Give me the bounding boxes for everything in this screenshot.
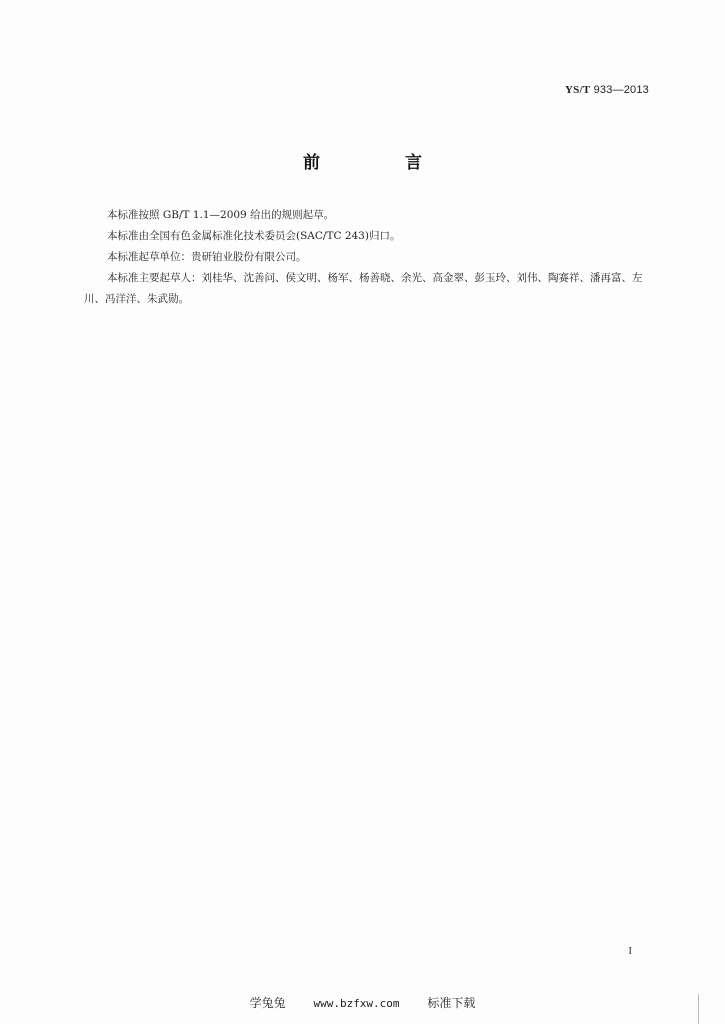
page-title: 前 言 [303, 153, 456, 173]
paragraph-drafters: 本标准主要起草人：刘桂华、沈善问、侯文明、杨军、杨善晓、余光、高金翠、彭玉玲、刘伟、陶赛祥、潘再富、左川、冯洋洋、朱武勋。 [84, 272, 643, 305]
paragraph-drafting-rules: 本标准按照 GB/T 1.1—2009 给出的规则起草。 [107, 209, 335, 221]
paragraph-committee: 本标准由全国有色金属标准化技术委员会(SAC/TC 243)归口。 [107, 230, 401, 242]
standard-number: 933—2013 [593, 84, 649, 96]
paragraph-drafting-unit: 本标准起草单位：贵研铂业股份有限公司。 [107, 251, 307, 263]
standard-prefix: YS/T [565, 84, 591, 96]
footer-tagline: 标准下载 [427, 996, 476, 1010]
foreword-body [84, 205, 654, 310]
footer-watermark [0, 994, 725, 1011]
page-edge-divider [698, 994, 705, 1024]
page-number: I [628, 945, 632, 957]
standard-code [565, 84, 649, 96]
footer-site-name: 学兔兔 [249, 996, 286, 1010]
footer-url-link[interactable]: www.bzfxw.com [313, 997, 400, 1010]
